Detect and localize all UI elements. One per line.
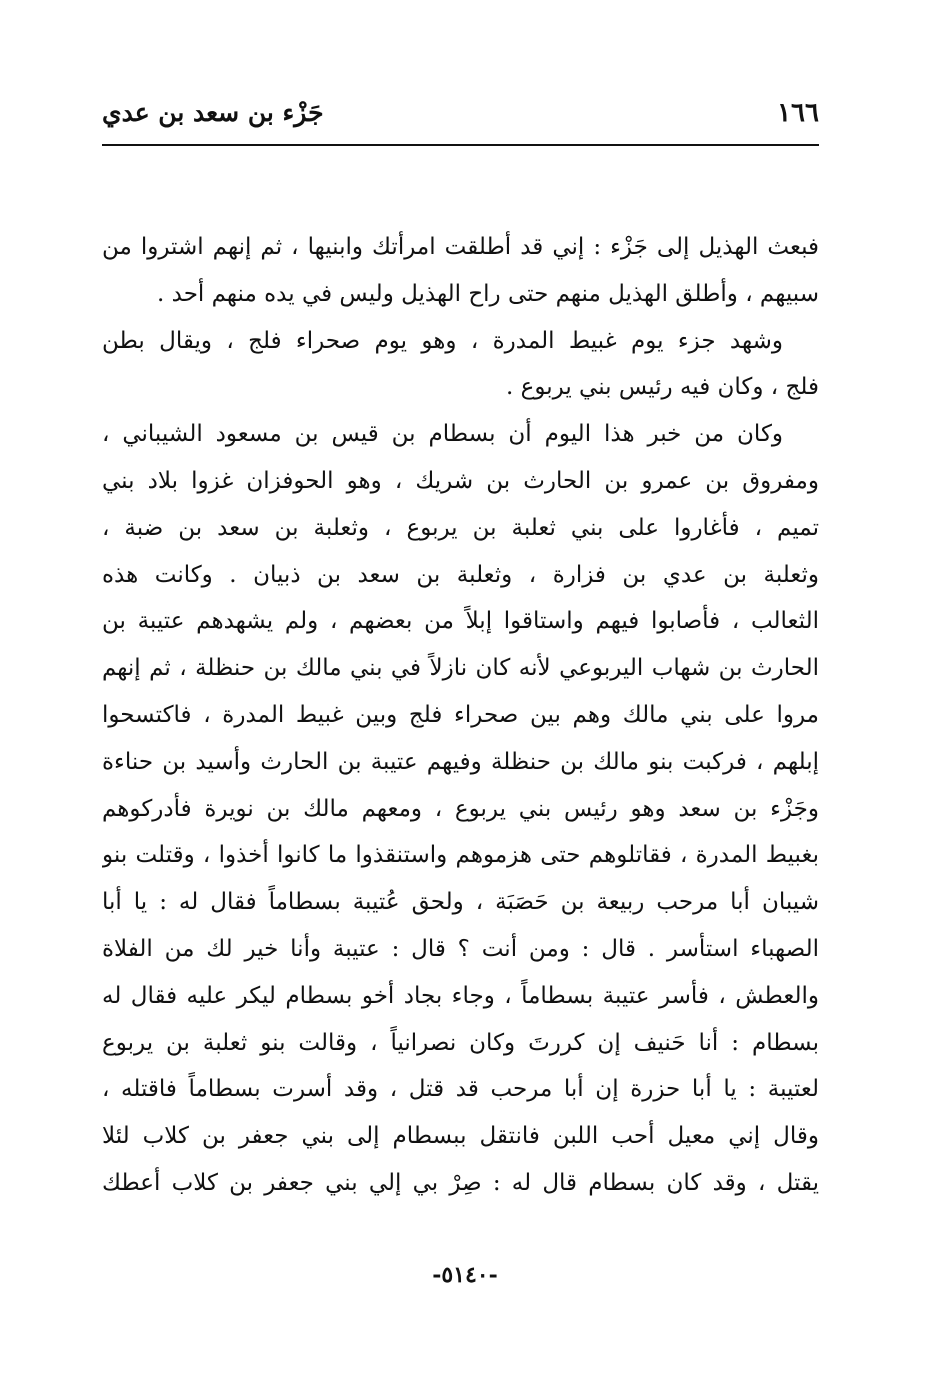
text-line: وجَزْء بن سعد وهو رئيس بني يربوع ، ومعهم مالك بن نويرة فأدركوهم	[102, 795, 819, 822]
header-rule	[102, 144, 819, 146]
text-line: والعطش ، فأسر عتيبة بسطاماً ، وجاء بجاد أخو بسطام ليكر عليه فقال له	[102, 982, 819, 1009]
text-line: شيبان أبا مرحب ربيعة بن حَصَبَة ، ولحق عُتيبة بسطاماً فقال له : يا أبا	[102, 889, 819, 916]
text-line: الصهباء استأسر . قال : ومن أنت ؟ قال : عتيبة وأنا خير لك من الفلاة	[102, 935, 819, 962]
text-line: الحارث بن شهاب اليربوعي لأنه كان نازلاً في بني مالك بن حنظلة ، ثم إنهم	[102, 655, 819, 682]
text-line: وثعلبة بن عدي بن فزارة ، وثعلبة بن سعد بن ذبيان . وكانت هذه	[102, 561, 819, 588]
body-text	[102, 224, 819, 1207]
text-line: إبلهم ، فركبت بنو مالك بن حنظلة وفيهم عتيبة بن الحارث وأسيد بن حناءة	[102, 748, 819, 775]
text-line: الثعالب ، فأصابوا فيهم واستاقوا إبلاً من بعضهم ، ولم يشهدهم عتيبة بن	[102, 608, 819, 635]
text-line: فبعث الهذيل إلى جَزْء : إني قد أطلقت امرأتك وابنيها ، ثم إنهم اشتروا من	[102, 234, 819, 260]
page-header	[102, 96, 819, 142]
text-line: سبيهم ، وأطلق الهذيل منهم حتى راح الهذيل وليس في يده منهم أحد .	[157, 280, 819, 307]
text-line: فلج ، وكان فيه رئيس بني يربوع .	[506, 374, 819, 401]
page-number: ١٦٦	[777, 98, 819, 128]
text-line: وقال إني معيل أحب اللبن فانتقل ببسطام إلى بني جعفر بن كلاب لئلا	[102, 1123, 819, 1150]
text-line: بسطام : أنا حَنيف إن كررتَ وكان نصرانياً ، وقالت بنو ثعلبة بن يربوع	[102, 1029, 819, 1056]
text-line: لعتيبة : يا أبا حزرة إن أبا مرحب قد قتل ، وقد أسرت بسطاماً فاقتله ،	[102, 1076, 819, 1103]
page-folio: -٥١٤٠-	[432, 1262, 498, 1288]
text-line: وكان من خبر هذا اليوم أن بسطام بن قيس بن مسعود الشيباني ،	[102, 421, 783, 448]
text-line: ومفروق بن عمرو بن الحارث بن شريك ، وهو الحوفزان غزوا بلاد بني	[102, 467, 819, 494]
running-title: جَزْء بن سعد بن عدي	[102, 98, 324, 127]
text-line: وشهد جزء يوم غبيط المدرة ، وهو يوم صحراء فلج ، ويقال بطن	[102, 327, 783, 354]
text-line: يقتل ، وقد كان بسطام قال له : صِرْ بي إلي بني جعفر بن كلاب أعطك	[102, 1169, 819, 1196]
text-line: بغبيط المدرة ، فقاتلوهم حتى هزموهم واستنقذوا ما كانوا أخذوا ، وقتلت بنو	[102, 842, 819, 869]
text-line: مروا على بني مالك وهم بين صحراء فلج وبين غبيط المدرة ، فاكتسحوا	[102, 701, 819, 728]
text-line: تميم ، فأغاروا على بني ثعلبة بن يربوع ، وثعلبة بن سعد بن ضبة ،	[102, 514, 819, 541]
